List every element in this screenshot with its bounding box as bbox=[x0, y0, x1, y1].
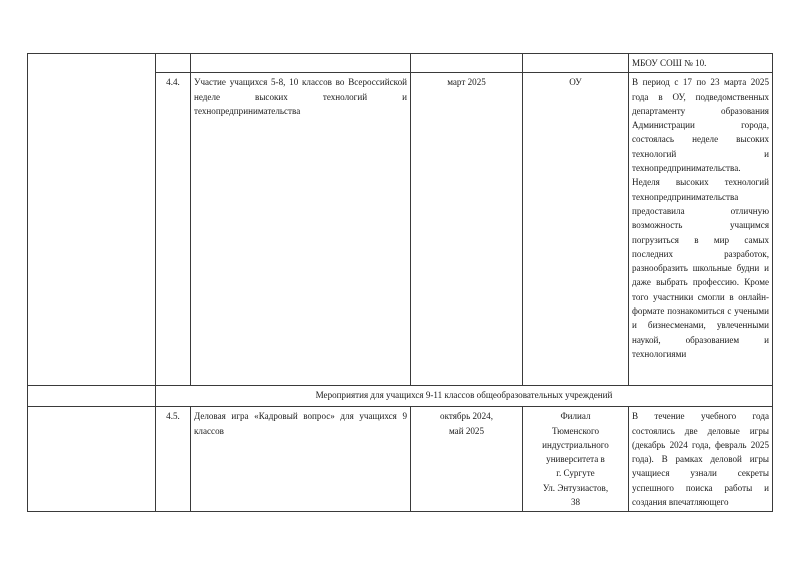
table-section-row bbox=[28, 386, 773, 407]
row-number-cell: 4.4. bbox=[156, 73, 191, 386]
result-cell: В течение учебного года состоялись две деловые игры (декабрь 2024 года, февраль 2025 года). В рамках деловой игры учащиеся узнали секреты успешного поиска работы и создания впечатляющего bbox=[629, 407, 773, 512]
result-cell: В период с 17 по 23 марта 2025 года в ОУ, подведомственных департаменту образования Администрации города, состоялась неделе высоких технологий и технопредпринимательства. Неделя высоких технологий технопредпринимательства предоставила отличную возможность учащимся погрузиться в мир самых последних разработок, разнообразить школьные будни и даже выбрать профессию. Кроме того участники смогли в онлайн-формате познакомиться с учеными и бизнесменами, увлеченными наукой, образованием и технологиями bbox=[629, 73, 773, 386]
organization-cell bbox=[523, 54, 629, 73]
organization-line: Филиал bbox=[560, 411, 591, 422]
date-cell: март 2025 bbox=[411, 73, 523, 386]
left-spacer-cell bbox=[28, 407, 156, 512]
activity-cell: Участие учащихся 5-8, 10 классов во Всероссийской неделе высоких технологий и технопредпринимательства bbox=[191, 73, 411, 386]
activity-cell: Деловая игра «Кадровый вопрос» для учащихся 9 классов bbox=[191, 407, 411, 512]
activity-cell bbox=[191, 54, 411, 73]
organization-line: г. Сургуте bbox=[556, 468, 595, 479]
organization-line: Ул. Энтузиастов, bbox=[542, 482, 609, 493]
result-cell: МБОУ СОШ № 10. bbox=[629, 54, 773, 73]
table-row bbox=[28, 54, 773, 73]
date-cell bbox=[411, 54, 523, 73]
organization-cell bbox=[523, 407, 629, 512]
organization-cell: ОУ bbox=[523, 73, 629, 386]
organization-line: университета в bbox=[546, 454, 605, 465]
date-line: октябрь 2024, bbox=[440, 411, 493, 422]
date-cell bbox=[411, 407, 523, 512]
date-line: май 2025 bbox=[448, 425, 485, 436]
left-spacer-cell bbox=[28, 54, 156, 386]
organization-line: 38 bbox=[570, 497, 581, 508]
left-spacer-cell bbox=[28, 386, 156, 407]
row-number-cell: 4.5. bbox=[156, 407, 191, 512]
section-title-cell: Мероприятия для учащихся 9-11 классов общеобразовательных учреждений bbox=[156, 386, 773, 407]
row-number-cell bbox=[156, 54, 191, 73]
table-row bbox=[28, 407, 773, 512]
organization-line: Тюменского bbox=[551, 425, 600, 436]
schedule-table bbox=[27, 53, 773, 512]
organization-line: индустриального bbox=[542, 439, 609, 450]
